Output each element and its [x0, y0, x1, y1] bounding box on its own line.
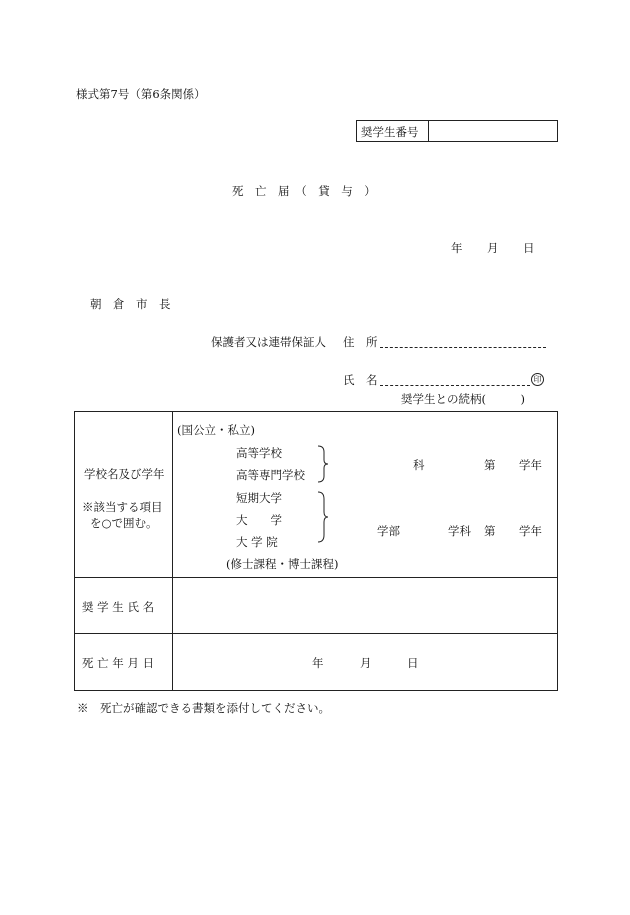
dept-ka-label: 科 [413, 458, 425, 472]
student-number-label: 奨学生番号 [361, 125, 419, 139]
student-number-divider [428, 120, 429, 142]
courses-option[interactable]: (修士課程・博士課程) [226, 557, 339, 571]
form-number: 様式第7号（第6条関係） [76, 87, 206, 101]
death-day: 日 [407, 656, 419, 670]
addressee: 朝 倉 市 長 [90, 297, 171, 311]
student-name-label: 奨 学 生 氏 名 [82, 600, 155, 614]
relationship-label: 奨学生との続柄( ) [401, 392, 525, 406]
school-type-option[interactable]: (国公立・私立) [177, 423, 255, 437]
guardian-label: 保護者又は連帯保証人 [211, 335, 326, 349]
grade-dai-label-2: 第 [484, 524, 496, 538]
death-year: 年 [312, 656, 324, 670]
name-label: 氏 名 [343, 373, 378, 387]
address-line[interactable] [380, 347, 546, 348]
name-line[interactable] [380, 385, 530, 386]
high-school-option[interactable]: 高等学校 [236, 446, 282, 460]
brace-icon [316, 444, 330, 484]
death-date-label: 死 亡 年 月 日 [82, 656, 155, 670]
faculty-label: 学部 [377, 524, 400, 538]
brace-icon [316, 490, 330, 544]
grade-label-1: 学年 [519, 458, 542, 472]
junior-college-option[interactable]: 短期大学 [236, 491, 282, 505]
school-note-1: ※該当する項目 [82, 500, 163, 514]
date-month: 月 [487, 241, 499, 255]
technical-college-option[interactable]: 高等専門学校 [236, 468, 305, 482]
date-year: 年 [451, 241, 463, 255]
school-label: 学校名及び学年 [84, 467, 165, 481]
footnote: ※ 死亡が確認できる書類を添付してください。 [77, 701, 330, 715]
student-number-field[interactable] [430, 121, 556, 141]
table-column-divider [172, 411, 173, 691]
school-note-2: を○で囲む。 [90, 516, 158, 530]
table-row-divider-1 [74, 577, 558, 578]
address-label: 住 所 [343, 335, 378, 349]
university-option[interactable]: 大 学 [236, 513, 282, 527]
form-title: 死 亡 届 （ 貸 与 ） [232, 184, 376, 198]
date-day: 日 [523, 241, 535, 255]
student-name-field[interactable] [174, 579, 556, 631]
table-row-divider-2 [74, 633, 558, 634]
seal-icon: 印 [531, 373, 544, 386]
grade-label-2: 学年 [519, 524, 542, 538]
department-label: 学科 [448, 524, 471, 538]
graduate-school-option[interactable]: 大 学 院 [236, 535, 278, 549]
grade-dai-label-1: 第 [484, 458, 496, 472]
death-month: 月 [360, 656, 372, 670]
